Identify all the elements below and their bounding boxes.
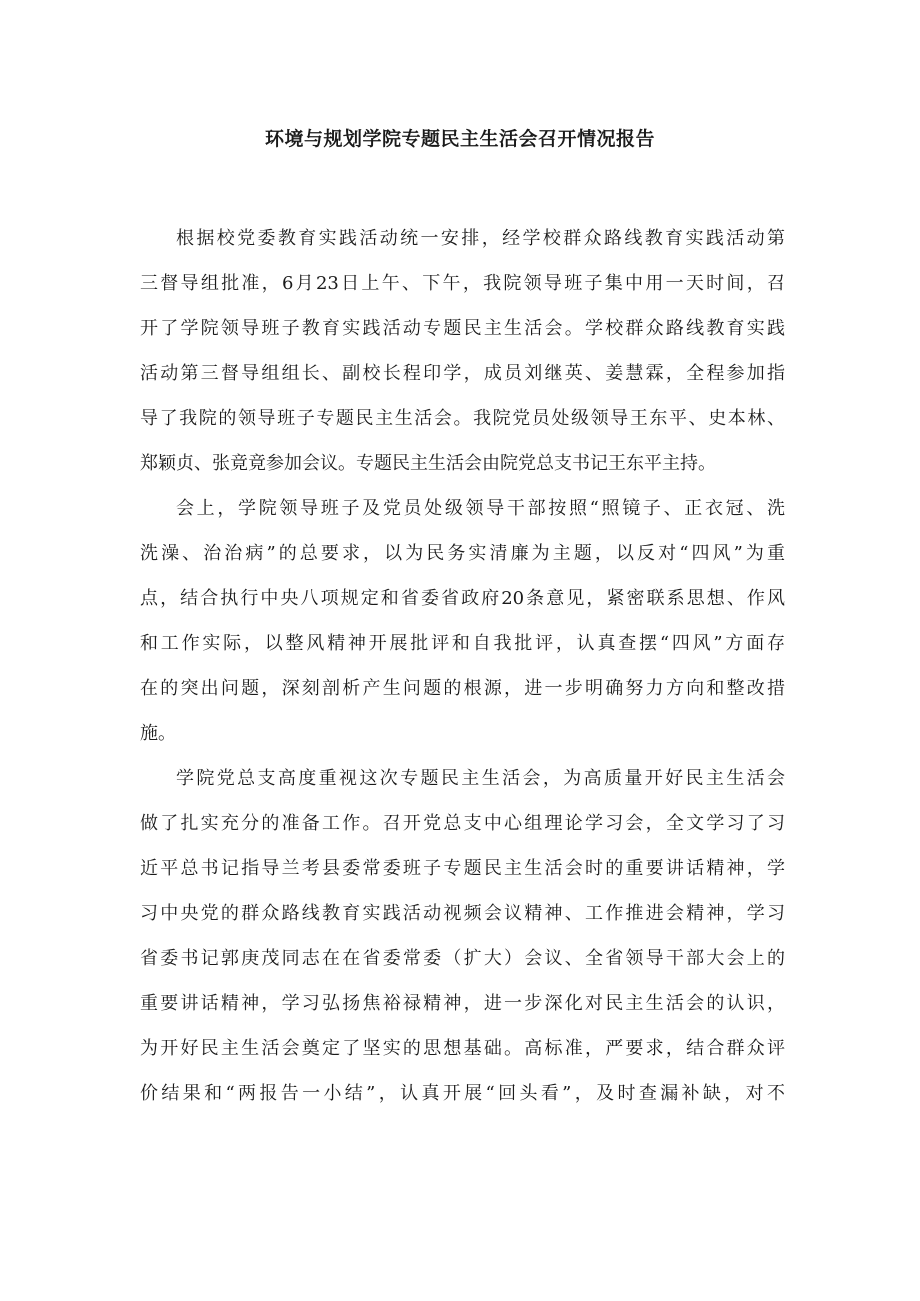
text-line: 活动第三督导组组长、副校长程印学，成员刘继英、姜慧霖，全程参加指 [140, 363, 785, 384]
text-line: 做了扎实充分的准备工作。召开党总支中心组理论学习会，全文学习了习 [140, 813, 785, 834]
text-line: 和工作实际，以整风精神开展批评和自我批评，认真查摆“四风”方面存 [140, 633, 785, 654]
text-line: 习中央党的群众路线教育实践活动视频会议精神、工作推进会精神，学习 [140, 903, 785, 924]
text-line: 郑颖贞、张竟竟参加会议。专题民主生活会由院党总支书记王东平主持。 [140, 453, 716, 474]
text-line: 点，结合执行中央八项规定和省委省政府20条意见，紧密联系思想、作风 [140, 588, 785, 609]
text-line: 三督导组批准，6月23日上午、下午，我院领导班子集中用一天时间，召 [140, 273, 785, 294]
paragraph-3 [140, 756, 785, 1116]
paragraph-1 [140, 216, 785, 486]
text-line: 会上，学院领导班子及党员处级领导干部按照“照镜子、正衣冠、洗 [176, 498, 785, 519]
text-line: 学院党总支高度重视这次专题民主生活会，为高质量开好民主生活会 [176, 768, 785, 789]
text-line: 近平总书记指导兰考县委常委班子专题民主生活会时的重要讲话精神，学 [140, 858, 785, 879]
text-line: 为开好民主生活会奠定了坚实的思想基础。高标准，严要求，结合群众评 [140, 1038, 785, 1059]
text-line: 在的突出问题，深刻剖析产生问题的根源，进一步明确努力方向和整改措 [140, 678, 785, 699]
paragraph-2 [140, 486, 785, 756]
text-line: 省委书记郭庚茂同志在在省委常委（扩大）会议、全省领导干部大会上的 [140, 948, 785, 969]
text-line: 导了我院的领导班子专题民主生活会。我院党员处级领导王东平、史本林、 [140, 408, 785, 429]
text-line: 施。 [140, 723, 176, 744]
text-line: 洗澡、治治病”的总要求，以为民务实清廉为主题，以反对“四风”为重 [140, 543, 785, 564]
document-title: 环境与规划学院专题民主生活会召开情况报告 [264, 128, 655, 150]
text-line: 根据校党委教育实践活动统一安排，经学校群众路线教育实践活动第 [176, 228, 785, 249]
text-line: 价结果和“两报告一小结”，认真开展“回头看”，及时查漏补缺，对不 [140, 1083, 785, 1104]
text-line: 开了学院领导班子教育实践活动专题民主生活会。学校群众路线教育实践 [140, 318, 785, 339]
document-body [140, 216, 785, 1116]
text-line: 重要讲话精神，学习弘扬焦裕禄精神，进一步深化对民主生活会的认识， [140, 993, 785, 1014]
